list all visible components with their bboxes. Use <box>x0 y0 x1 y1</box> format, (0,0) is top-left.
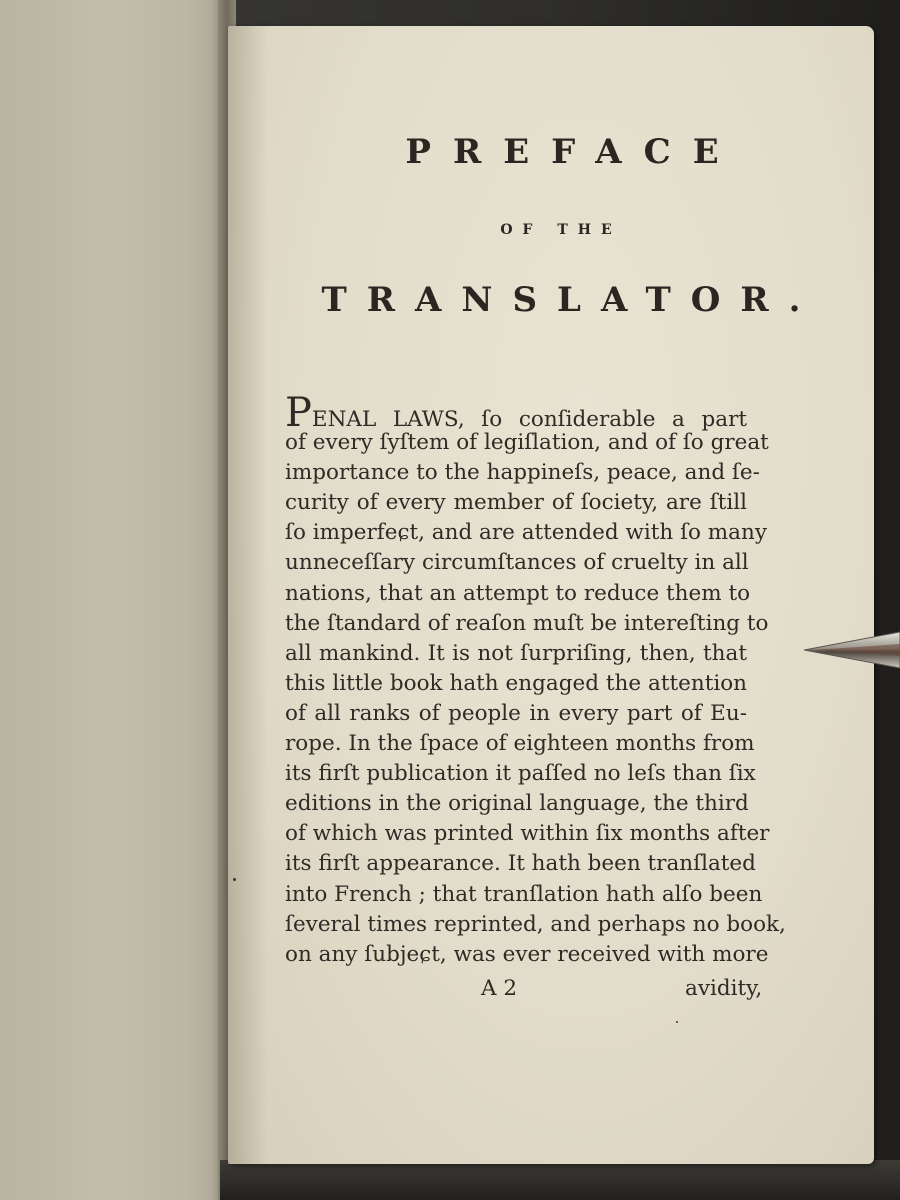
metal-pointer-icon <box>804 630 900 670</box>
text-line: importance to the happineſs, peace, and ſe- <box>285 460 760 486</box>
body-text <box>285 390 786 970</box>
text-line: ſeveral times reprinted, and perhaps no book, <box>285 911 786 937</box>
text-line: its firſt appearance. It hath been tranſlated <box>285 851 756 877</box>
ink-speck <box>676 1021 678 1023</box>
drop-cap: P <box>285 390 312 436</box>
text-line: nations, that an attempt to reduce them to <box>285 580 751 606</box>
signature-mark: A 2 <box>481 976 518 1001</box>
text-line: of every ſyſtem of legiſlation, and of ſo great <box>285 430 769 456</box>
text-line: editions in the original language, the third <box>285 791 749 817</box>
text-line: this little book hath engaged the attention <box>285 670 747 696</box>
text-line <box>285 390 747 436</box>
text-line: unneceſſary circumſtances of cruelty in all <box>285 550 749 576</box>
text-line: its firſt publication it paſſed no leſs than ſix <box>285 761 756 787</box>
catchword: avidity, <box>685 976 763 1001</box>
printed-page <box>228 26 874 1164</box>
text-line: curity of every member of ſociety, are ſtill <box>285 490 747 516</box>
page-shade <box>228 26 268 1164</box>
page-subtitle: OF THE <box>500 222 622 238</box>
page-title-secondary: TRANSLATOR. <box>321 280 821 320</box>
text-line: all mankind. It is not ſurpriſing, then, that <box>285 640 747 666</box>
text-line: ſo imperfeɕt, and are attended with ſo many <box>285 520 767 546</box>
text-line: the ſtandard of reaſon muſt be intereſting to <box>285 610 769 636</box>
text-line: on any ſubjeɕt, was ever received with more <box>285 941 769 967</box>
text-line: of all ranks of people in every part of Eu- <box>285 700 747 726</box>
text-line: into French ; that tranſlation hath alſo been <box>285 881 763 907</box>
ink-speck <box>233 878 236 881</box>
bottom-shadow <box>220 1160 900 1200</box>
page-title: PREFACE <box>405 132 741 172</box>
left-facing-page <box>0 0 232 1200</box>
text-line-content: ENAL LAWS, ſo conſiderable a part <box>311 407 747 432</box>
text-line: of which was printed within ſix months after <box>285 821 770 847</box>
text-line: rope. In the ſpace of eighteen months from <box>285 731 755 757</box>
